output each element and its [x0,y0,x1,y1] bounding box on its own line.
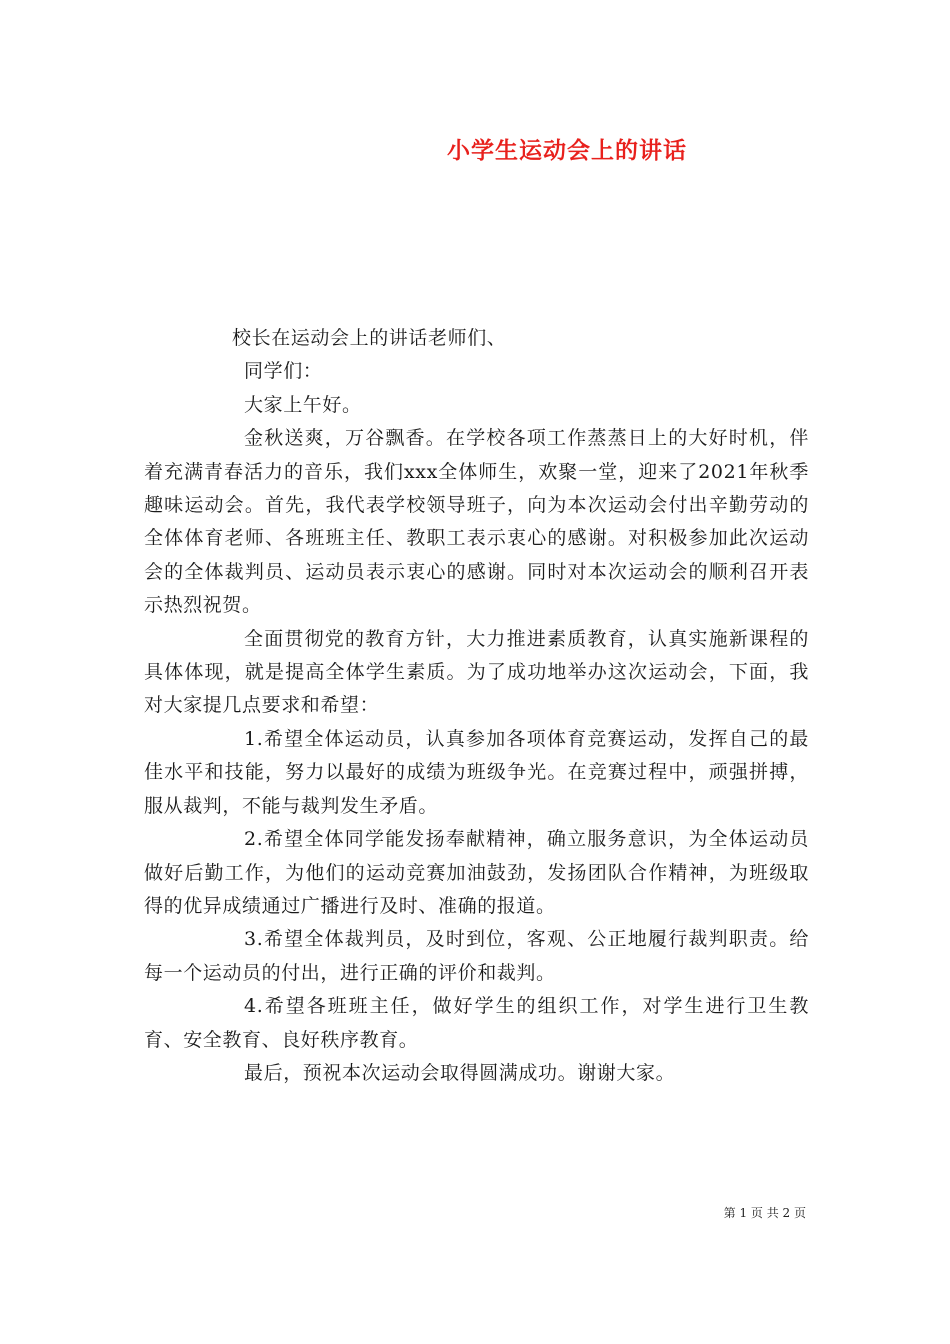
paragraph-item-2: 2.希望全体同学能发扬奉献精神，确立服务意识，为全体运动员做好后勤工作，为他们的运动竞赛加油鼓劲，发扬团队合作精神，为班级取得的优异成绩通过广播进行及时、准确的报道。 [144,828,809,917]
paragraph-salutation-speaker: 校长在运动会上的讲话老师们、 [232,327,507,349]
document-body [144,322,809,1090]
paragraph-item-3: 3.希望全体裁判员，及时到位，客观、公正地履行裁判职责。给每一个运动员的付出，进行正确的评价和裁判。 [144,928,809,984]
paragraph-salutation-students: 同学们： [244,360,323,383]
paragraph-opening: 金秋送爽，万谷飘香。在学校各项工作蒸蒸日上的大好时机，伴着充满青春活力的音乐，我们xxx全体师生，欢聚一堂，迎来了2021年秋季趣味运动会。首先，我代表学校领导班子，向为本次运动会付出辛勤劳动的全体体育老师、各班班主任、教职工表示衷心的感谢。对积极参加此次运动会的全体裁判员、运动员表示衷心的感谢。同时对本次运动会的顺利召开表示热烈祝贺。 [144,427,809,617]
paragraph-requirements-intro: 全面贯彻党的教育方针，大力推进素质教育，认真实施新课程的具体体现，就是提高全体学生素质。为了成功地举办这次运动会，下面，我对大家提几点要求和希望： [144,627,809,717]
page-number-footer: 第 1 页 共 2 页 [723,1206,806,1220]
paragraph-item-4: 4.希望各班班主任，做好学生的组织工作，对学生进行卫生教育、安全教育、良好秩序教育。 [144,995,809,1051]
paragraph-item-1: 1.希望全体运动员，认真参加各项体育竞赛运动，发挥自己的最佳水平和技能，努力以最好的成绩为班级争光。在竞赛过程中，顽强拼搏，服从裁判，不能与裁判发生矛盾。 [144,727,809,817]
paragraph-greeting: 大家上午好。 [244,393,362,416]
paragraph-closing: 最后，预祝本次运动会取得圆满成功。谢谢大家。 [244,1061,676,1084]
page-title: 小学生运动会上的讲话 [447,137,687,164]
